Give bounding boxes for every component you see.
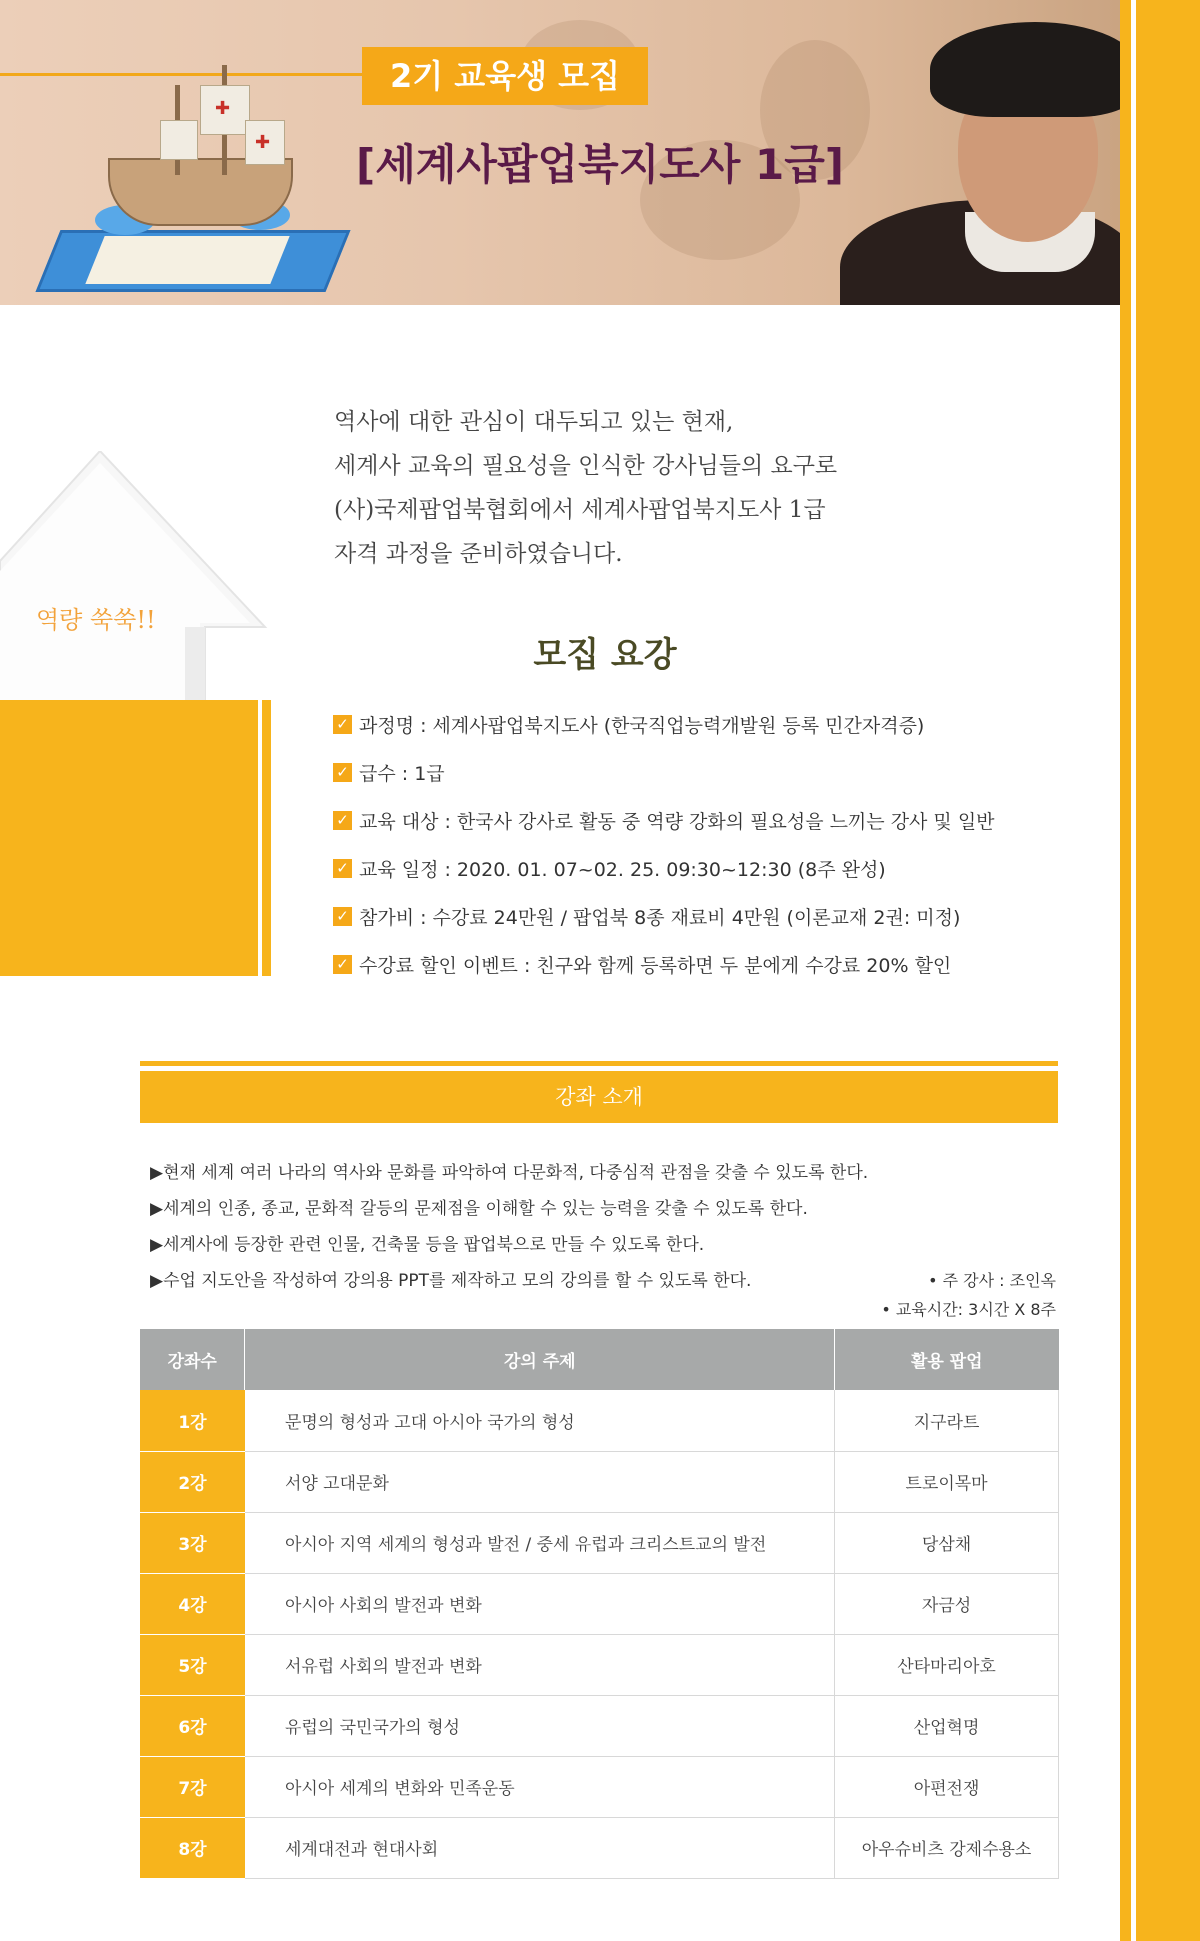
intro-line: 역사에 대한 관심이 대두되고 있는 현재, — [334, 409, 734, 435]
intro-text — [334, 400, 1034, 576]
info-text: 급수 : 1급 — [359, 762, 445, 785]
goal-item: ▶현재 세계 여러 나라의 역사와 문화를 파악하여 다문화적, 다중심적 관점을 갖출 수 있도록 한다. — [150, 1163, 869, 1183]
lecture-number: 7강 — [140, 1756, 245, 1817]
lecture-topic: 세계대전과 현대사회 — [245, 1817, 835, 1878]
table-row — [140, 1451, 1059, 1512]
table-row — [140, 1573, 1059, 1634]
info-text: 과정명 : 세계사팝업북지도사 (한국직업능력개발원 등록 민간자격증) — [359, 714, 925, 737]
lecture-number: 6강 — [140, 1695, 245, 1756]
lecture-topic: 서유럽 사회의 발전과 변화 — [245, 1634, 835, 1695]
checkbox-icon: ✓ — [333, 907, 352, 926]
table-row — [140, 1756, 1059, 1817]
intro-line: (사)국제팝업북협회에서 세계사팝업북지도사 1급 — [334, 497, 826, 523]
recruit-heading: 모집 요강 — [533, 635, 677, 675]
lecture-number: 1강 — [140, 1390, 245, 1451]
right-thick-bar — [1136, 0, 1200, 1941]
intro-line: 자격 과정을 준비하였습니다. — [334, 541, 623, 567]
page-title: [세계사팝업북지도사 1급] — [356, 140, 844, 189]
course-divider — [140, 1061, 1058, 1066]
lecture-number: 2강 — [140, 1451, 245, 1512]
goal-item: ▶세계의 인종, 종교, 문화적 갈등의 문제점을 이해할 수 있는 능력을 갖출 수 있도록 한다. — [150, 1199, 808, 1219]
lecture-popup: 산업혁명 — [835, 1695, 1059, 1756]
lecture-topic: 유럽의 국민국가의 형성 — [245, 1695, 835, 1756]
checkbox-icon: ✓ — [333, 811, 352, 830]
column-header: 강의 주제 — [245, 1329, 835, 1390]
lecture-number: 5강 — [140, 1634, 245, 1695]
table-row — [140, 1512, 1059, 1573]
lecture-number: 4강 — [140, 1573, 245, 1634]
ship-popup-paper — [85, 236, 289, 284]
table-row — [140, 1817, 1059, 1878]
table-row — [140, 1695, 1059, 1756]
checkbox-icon: ✓ — [333, 859, 352, 878]
checkbox-icon: ✓ — [333, 955, 352, 974]
lecture-popup: 지구라트 — [835, 1390, 1059, 1451]
recruit-badge: 2기 교육생 모집 — [362, 47, 648, 105]
lecture-popup: 아우슈비츠 강제수용소 — [835, 1817, 1059, 1878]
lecture-number: 8강 — [140, 1817, 245, 1878]
banner — [0, 0, 1120, 305]
list-item — [333, 796, 1113, 844]
recruit-info-list — [333, 700, 1113, 988]
course-meta — [881, 1266, 1056, 1324]
list-item — [333, 700, 1113, 748]
table-header-row — [140, 1329, 1059, 1390]
list-item — [333, 940, 1113, 988]
lecture-topic: 아시아 사회의 발전과 변화 — [245, 1573, 835, 1634]
checkbox-icon: ✓ — [333, 715, 352, 734]
lecture-topic: 문명의 형성과 고대 아시아 국가의 형성 — [245, 1390, 835, 1451]
table-row — [140, 1634, 1059, 1695]
list-item — [333, 844, 1113, 892]
lecture-popup: 당삼채 — [835, 1512, 1059, 1573]
banner-accent-line — [0, 73, 365, 76]
cross-icon: ✚ — [255, 132, 271, 153]
lecture-popup: 아편전쟁 — [835, 1756, 1059, 1817]
right-thin-bar — [1120, 0, 1131, 1941]
lecture-topic: 아시아 지역 세계의 형성과 발전 / 중세 유럽과 크리스트교의 발전 — [245, 1512, 835, 1573]
list-item — [333, 748, 1113, 796]
house-illustration — [0, 451, 270, 703]
lecture-number: 3강 — [140, 1512, 245, 1573]
lecture-popup: 트로이목마 — [835, 1451, 1059, 1512]
table-row — [140, 1390, 1059, 1451]
info-text: 수강료 할인 이벤트 : 친구와 함께 등록하면 두 분에게 수강료 20% 할인 — [359, 954, 952, 977]
yellow-stripe — [262, 700, 271, 976]
portrait-hat — [930, 22, 1120, 117]
info-text: 교육 대상 : 한국사 강사로 활동 중 역량 강화의 필요성을 느끼는 강사 및 일반 — [359, 810, 995, 833]
list-item — [333, 892, 1113, 940]
house-caption: 역량 쑥쑥!! — [36, 606, 156, 634]
lecture-topic: 아시아 세계의 변화와 민족운동 — [245, 1756, 835, 1817]
yellow-block — [0, 700, 258, 976]
instructor-info: • 주 강사 : 조인옥 — [928, 1271, 1056, 1290]
column-header: 활용 팝업 — [835, 1329, 1059, 1390]
column-header: 강좌수 — [140, 1329, 245, 1390]
ship-hull — [108, 158, 293, 226]
intro-line: 세계사 교육의 필요성을 인식한 강사님들의 요구로 — [334, 453, 838, 479]
duration-info: • 교육시간: 3시간 X 8주 — [881, 1300, 1056, 1319]
lecture-topic: 서양 고대문화 — [245, 1451, 835, 1512]
lecture-popup: 자금성 — [835, 1573, 1059, 1634]
info-text: 참가비 : 수강료 24만원 / 팝업북 8종 재료비 4만원 (이론교재 2권: 미정) — [359, 906, 961, 929]
lecture-popup: 산타마리아호 — [835, 1634, 1059, 1695]
course-section-title: 강좌 소개 — [140, 1071, 1058, 1123]
info-text: 교육 일정 : 2020. 01. 07~02. 25. 09:30~12:30 (8주 완성) — [359, 858, 886, 881]
checkbox-icon: ✓ — [333, 763, 352, 782]
course-table — [140, 1329, 1059, 1879]
goal-item: ▶수업 지도안을 작성하여 강의용 PPT를 제작하고 모의 강의를 할 수 있도록 한다. — [150, 1271, 752, 1291]
goal-item: ▶세계사에 등장한 관련 인물, 건축물 등을 팝업북으로 만들 수 있도록 한다. — [150, 1235, 705, 1255]
ship-sail — [160, 120, 198, 160]
cross-icon: ✚ — [215, 98, 231, 119]
